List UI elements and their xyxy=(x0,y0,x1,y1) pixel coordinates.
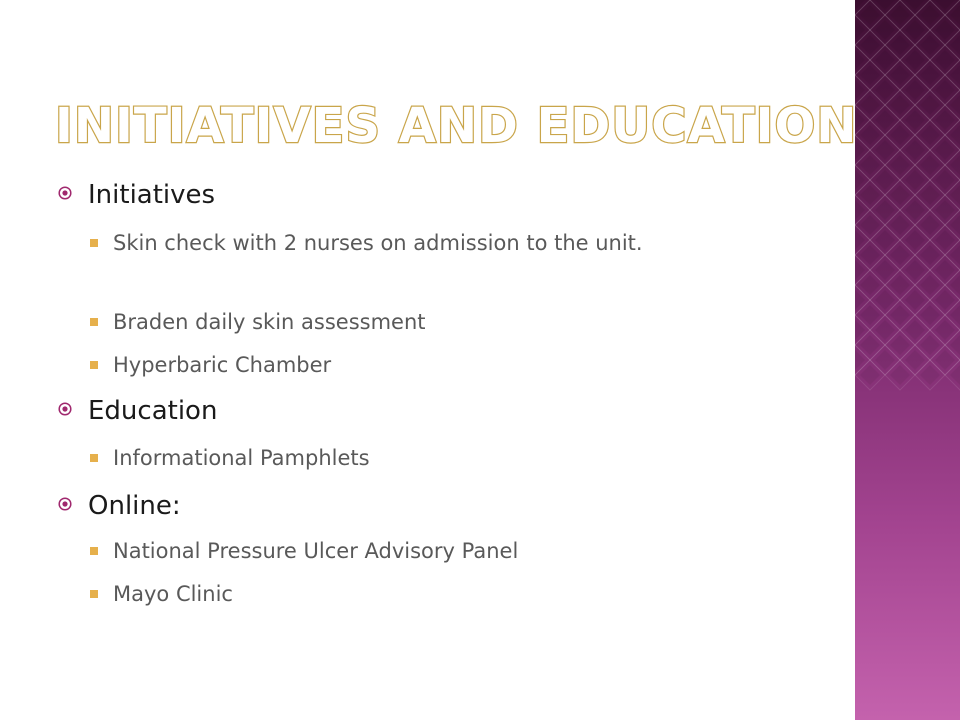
list-item xyxy=(90,536,770,567)
square-icon xyxy=(90,361,98,369)
section-heading: Online: xyxy=(88,491,181,521)
list-item xyxy=(90,579,770,610)
square-icon xyxy=(90,239,98,247)
decorative-side-panel xyxy=(855,0,960,720)
slide-title-text: INITIATIVES AND EDUCATION xyxy=(55,98,858,154)
circled-dot-icon xyxy=(58,186,72,200)
square-icon xyxy=(90,318,98,326)
circled-dot-icon xyxy=(58,402,72,416)
list-item xyxy=(90,228,770,259)
list-item-text: Mayo Clinic xyxy=(113,582,233,606)
list-item-text: Informational Pamphlets xyxy=(113,446,370,470)
square-icon xyxy=(90,454,98,462)
circled-dot-icon xyxy=(58,497,72,511)
section-heading: Initiatives xyxy=(88,180,216,210)
list-item-text: National Pressure Ulcer Advisory Panel xyxy=(113,539,519,563)
list-item-text: Braden daily skin assessment xyxy=(113,310,426,334)
slide-title xyxy=(55,92,858,154)
diamond-pattern xyxy=(855,0,960,720)
list-item-text: Hyperbaric Chamber xyxy=(113,353,332,377)
section-heading: Education xyxy=(88,396,218,426)
list-item xyxy=(90,443,770,474)
list-item xyxy=(90,350,770,381)
list-item-text: Skin check with 2 nurses on admission to the unit. xyxy=(113,231,643,255)
list-item xyxy=(90,307,770,338)
square-icon xyxy=(90,547,98,555)
square-icon xyxy=(90,590,98,598)
